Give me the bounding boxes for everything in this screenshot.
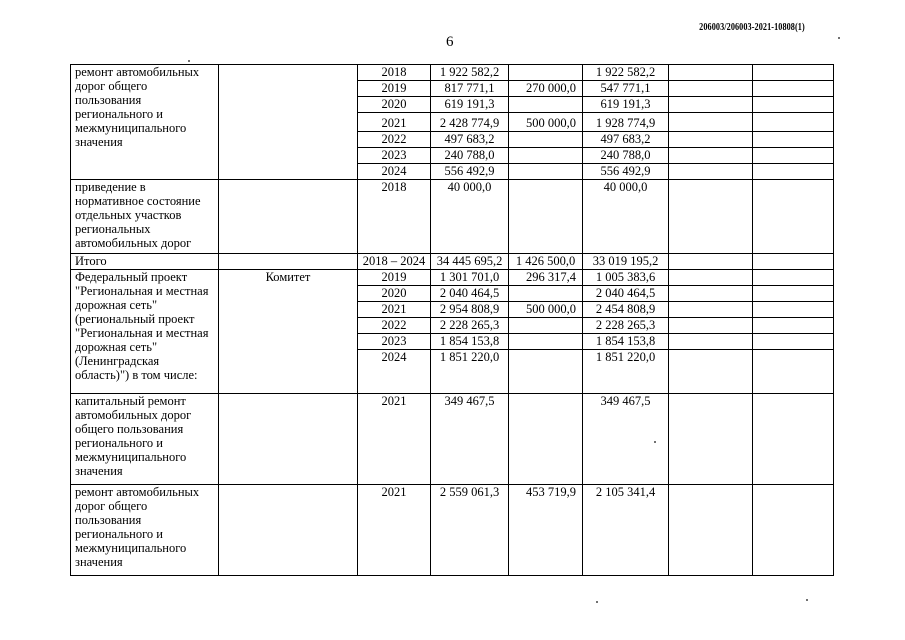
document-code: 206003/206003-2021-10808(1) [699,22,805,33]
year-cell: 2021 [358,113,431,132]
activity-name-cell: Федеральный проект "Региональная и местная дорожная сеть" (региональный проект "Региональная и местная дорожная сеть" (Ленинградская область)") в том числе: [71,270,219,394]
executor-cell [219,254,358,270]
empty-cell [669,350,753,394]
empty-cell [669,270,753,286]
executor-cell [219,485,358,576]
total-cell: 1 854 153,8 [431,334,509,350]
total-cell: 240 788,0 [431,148,509,164]
total-cell: 2 559 061,3 [431,485,509,576]
federal-cell [509,97,583,113]
empty-cell [753,334,834,350]
total-cell: 349 467,5 [431,394,509,485]
federal-cell [509,334,583,350]
empty-cell [669,113,753,132]
empty-cell [753,164,834,180]
empty-cell [753,97,834,113]
total-cell: 619 191,3 [431,97,509,113]
regional-cell: 1 854 153,8 [583,334,669,350]
total-cell: 1 922 582,2 [431,65,509,81]
regional-cell: 1 922 582,2 [583,65,669,81]
year-cell: 2019 [358,81,431,97]
year-cell: 2018 [358,65,431,81]
federal-cell [509,318,583,334]
year-cell: 2023 [358,148,431,164]
table-row [71,254,834,270]
federal-cell: 500 000,0 [509,113,583,132]
federal-cell: 500 000,0 [509,302,583,318]
total-cell: 2 228 265,3 [431,318,509,334]
empty-cell [669,164,753,180]
scan-speck [596,601,598,603]
regional-cell: 1 851 220,0 [583,350,669,394]
empty-cell [669,318,753,334]
regional-cell: 2 454 808,9 [583,302,669,318]
year-cell: 2020 [358,97,431,113]
executor-cell [219,180,358,254]
regional-cell: 497 683,2 [583,132,669,148]
regional-cell: 33 019 195,2 [583,254,669,270]
table-row [71,485,834,576]
empty-cell [753,148,834,164]
regional-cell: 1 005 383,6 [583,270,669,286]
regional-cell: 556 492,9 [583,164,669,180]
total-cell: 2 428 774,9 [431,113,509,132]
federal-cell: 296 317,4 [509,270,583,286]
table-row [71,394,834,485]
regional-cell: 2 228 265,3 [583,318,669,334]
regional-cell: 2 040 464,5 [583,286,669,302]
year-cell: 2024 [358,164,431,180]
empty-cell [753,65,834,81]
empty-cell [669,302,753,318]
total-cell: 40 000,0 [431,180,509,254]
year-cell: 2018 [358,180,431,254]
empty-cell [753,485,834,576]
activity-name-cell: ремонт автомобильных дорог общего пользования регионального и межмуниципального значения [71,485,219,576]
empty-cell [753,350,834,394]
table-row [71,65,834,81]
empty-cell [669,148,753,164]
year-cell: 2022 [358,132,431,148]
empty-cell [753,394,834,485]
empty-cell [669,97,753,113]
empty-cell [753,286,834,302]
year-cell: 2021 [358,485,431,576]
federal-cell [509,180,583,254]
total-cell: 817 771,1 [431,81,509,97]
total-cell: 556 492,9 [431,164,509,180]
regional-cell: 619 191,3 [583,97,669,113]
empty-cell [753,302,834,318]
regional-cell: 240 788,0 [583,148,669,164]
executor-cell [219,394,358,485]
federal-cell [509,164,583,180]
empty-cell [669,65,753,81]
empty-cell [669,394,753,485]
empty-cell [669,180,753,254]
federal-cell [509,394,583,485]
executor-cell: Комитет [219,270,358,394]
year-cell: 2021 [358,302,431,318]
empty-cell [753,113,834,132]
year-cell: 2018 – 2024 [358,254,431,270]
year-cell: 2021 [358,394,431,485]
year-cell: 2019 [358,270,431,286]
empty-cell [669,286,753,302]
federal-cell [509,350,583,394]
total-cell: 2 040 464,5 [431,286,509,302]
empty-cell [753,180,834,254]
scan-speck [654,441,656,443]
total-cell: 1 851 220,0 [431,350,509,394]
federal-cell [509,148,583,164]
regional-cell: 349 467,5 [583,394,669,485]
empty-cell [669,132,753,148]
empty-cell [753,81,834,97]
federal-cell: 453 719,9 [509,485,583,576]
federal-cell [509,65,583,81]
empty-cell [669,254,753,270]
year-cell: 2024 [358,350,431,394]
page-number: 6 [446,34,454,50]
scan-speck [188,60,190,62]
regional-cell: 547 771,1 [583,81,669,97]
empty-cell [753,270,834,286]
total-cell: 2 954 808,9 [431,302,509,318]
activity-name-cell: Итого [71,254,219,270]
total-cell: 497 683,2 [431,132,509,148]
empty-cell [753,318,834,334]
activity-name-cell: приведение в нормативное состояние отдельных участков региональных автомобильных дорог [71,180,219,254]
scan-speck [806,599,808,601]
table-row [71,270,834,286]
scan-speck [838,37,840,39]
table-row [71,180,834,254]
regional-cell: 1 928 774,9 [583,113,669,132]
year-cell: 2023 [358,334,431,350]
federal-cell [509,132,583,148]
empty-cell [753,132,834,148]
executor-cell [219,65,358,180]
federal-cell: 1 426 500,0 [509,254,583,270]
activity-name-cell: капитальный ремонт автомобильных дорог общего пользования регионального и межмуниципального значения [71,394,219,485]
year-cell: 2020 [358,286,431,302]
empty-cell [753,254,834,270]
federal-cell: 270 000,0 [509,81,583,97]
total-cell: 34 445 695,2 [431,254,509,270]
program-funding-table [70,64,834,576]
empty-cell [669,485,753,576]
empty-cell [669,334,753,350]
activity-name-cell: ремонт автомобильных дорог общего пользования регионального и межмуниципального значения [71,65,219,180]
year-cell: 2022 [358,318,431,334]
regional-cell: 2 105 341,4 [583,485,669,576]
total-cell: 1 301 701,0 [431,270,509,286]
empty-cell [669,81,753,97]
regional-cell: 40 000,0 [583,180,669,254]
federal-cell [509,286,583,302]
